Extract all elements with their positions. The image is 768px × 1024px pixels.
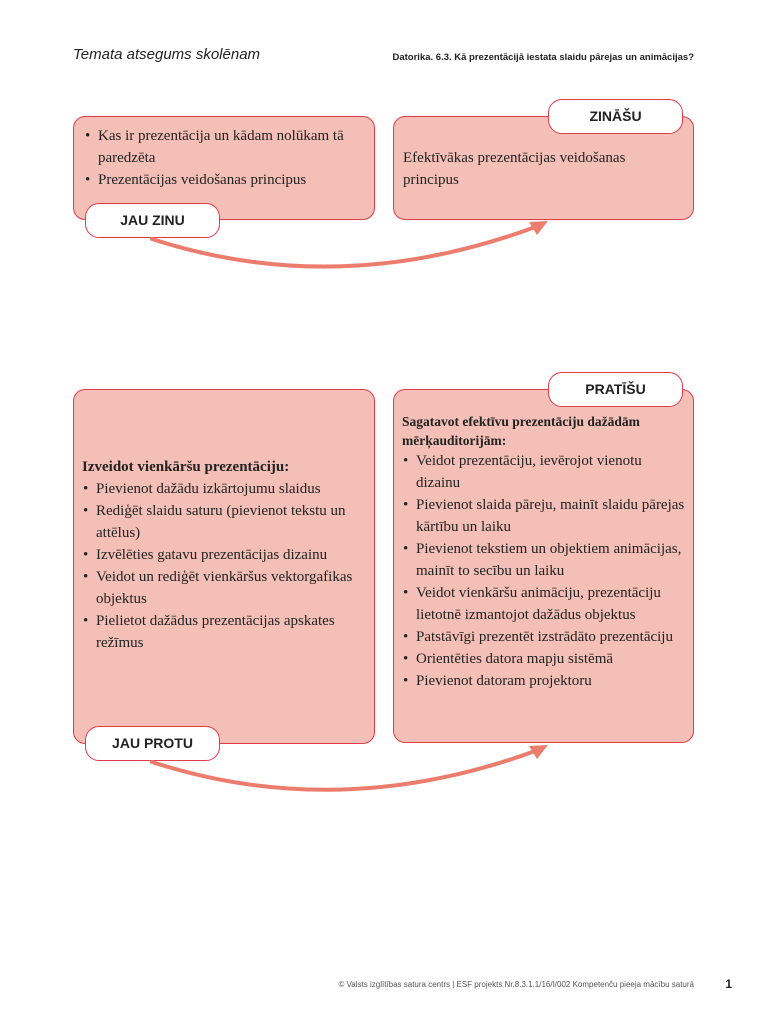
document-subtitle: Temata atsegums skolēnam [73,46,261,63]
list-item: • Veidot prezentāciju, ievērojot vienotu dizainu [402,450,687,494]
list-item: • Prezentācijas veidošanas principus [84,169,364,191]
list-item: • Patstāvīgi prezentēt izstrādāto prezentāciju [402,626,687,648]
list-item: • Kas ir prezentācija un kādam nolūkam tā paredzēta [84,125,364,169]
list-item: • Pievienot tekstiem un objektiem animācijas, mainīt to secību un laiku [402,538,687,582]
list-item: • Pievienot slaida pāreju, mainīt slaidu pārejas kārtību un laiku [402,494,687,538]
known-tag: JAU ZINU [85,203,220,238]
list-item: • Veidot un rediģēt vienkāršus vektorgafikas objektus [82,566,366,610]
list-item: • Pievienot dažādu izkārtojumu slaidus [82,478,366,500]
document-title: Datorika. 6.3. Kā prezentācijā iestata slaidu pārejas un animācijas? [392,52,694,63]
page-number: 1 [725,977,732,991]
will-master-tag: PRATĪŠU [548,372,683,407]
can-do-tag: JAU PROTU [85,726,220,761]
footer-text: © Valsts izglītības satura centrs | ESF projekts Nr.8.3.1.1/16/I/002 Kompetenču pieeja mācību saturā [338,980,694,989]
will-master-heading: Sagatavot efektīvu prezentāciju dažādām mērķauditorijām: [402,414,640,448]
can-do-heading: Izveidot vienkāršu prezentāciju: [82,459,290,475]
list-item: • Rediģēt slaidu saturu (pievienot tekstu un attēlus) [82,500,366,544]
list-item: • Izvēlēties gatavu prezentācijas dizainu [82,544,366,566]
list-item: • Veidot vienkāršu animāciju, prezentāciju lietotnē izmantojot dažādus objektus [402,582,687,626]
learn-tag: ZINĀŠU [548,99,683,134]
list-item: • Pielietot dažādus prezentācijas apskates režīmus [82,610,366,654]
list-item: • Orientēties datora mapju sistēmā [402,648,687,670]
learn-text: Efektīvākas prezentācijas veidošanas principus [403,150,626,188]
list-item: • Pievienot datoram projektoru [402,670,687,692]
